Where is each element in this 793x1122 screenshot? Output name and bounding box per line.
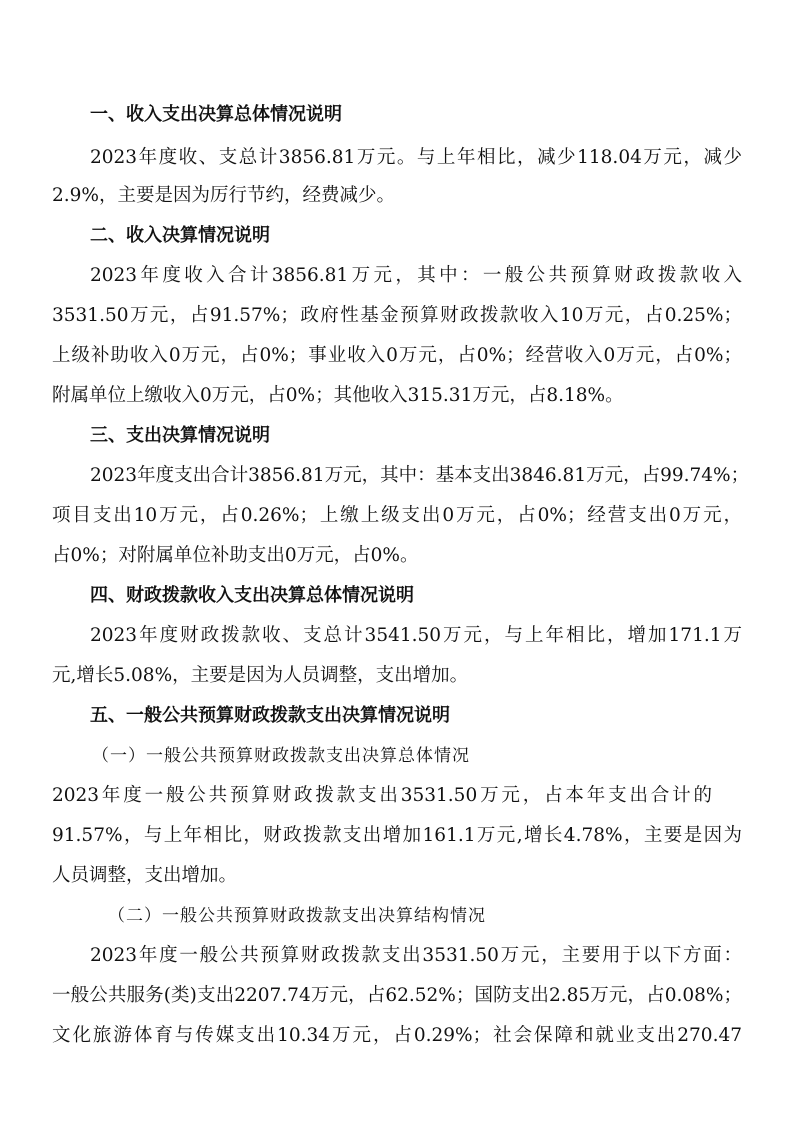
heading-income: 二、收入决算情况说明 bbox=[90, 225, 270, 246]
subheading-overall: （一）一般公共预算财政拨款支出决算总体情况 bbox=[92, 746, 470, 766]
paragraph-line: 2.9%，主要是因为厉行节约，经费减少。 bbox=[52, 185, 396, 206]
paragraph-line: 文化旅游体育与传媒支出10.34万元，占0.29%；社会保障和就业支出270.47 bbox=[52, 1025, 742, 1046]
paragraph-line: 一般公共服务(类)支出2207.74万元，占62.52%；国防支出2.85万元，占0.08%； bbox=[52, 985, 742, 1006]
heading-income-expenditure-overview: 一、收入支出决算总体情况说明 bbox=[90, 104, 342, 125]
paragraph-line: 人员调整，支出增加。 bbox=[52, 865, 238, 886]
paragraph-line: 项目支出10万元，占0.26%；上缴上级支出0万元，占0%；经营支出0万元， bbox=[52, 505, 742, 526]
heading-expenditure: 三、支出决算情况说明 bbox=[90, 425, 270, 446]
paragraph-line: 3531.50万元，占91.57%；政府性基金预算财政拨款收入10万元，占0.25%； bbox=[52, 305, 742, 326]
paragraph-line: 元,增长5.08%，主要是因为人员调整，支出增加。 bbox=[52, 665, 469, 686]
heading-fiscal-appropriation: 四、财政拨款收入支出决算总体情况说明 bbox=[90, 585, 414, 606]
paragraph-line: 2023年度支出合计3856.81万元，其中：基本支出3846.81万元，占99.74%； bbox=[90, 465, 750, 486]
subheading-structure: （二）一般公共预算财政拨款支出决算结构情况 bbox=[108, 906, 486, 926]
paragraph-line: 2023年度收入合计3856.81万元，其中：一般公共预算财政拨款收入 bbox=[90, 265, 742, 286]
paragraph-line: 2023年度收、支总计3856.81万元。与上年相比，减少118.04万元，减少 bbox=[90, 147, 742, 168]
paragraph-line: 2023年度财政拨款收、支总计3541.50万元，与上年相比，增加171.1万 bbox=[90, 625, 742, 646]
paragraph-line: 附属单位上缴收入0万元，占0%；其他收入315.31万元，占8.18%。 bbox=[52, 385, 624, 406]
paragraph-line: 占0%；对附属单位补助支出0万元，占0%。 bbox=[52, 545, 419, 566]
paragraph-line: 2023年度一般公共预算财政拨款支出3531.50万元，主要用于以下方面： bbox=[90, 945, 742, 966]
heading-general-public-budget: 五、一般公共预算财政拨款支出决算情况说明 bbox=[90, 705, 450, 726]
paragraph-line: 2023年度一般公共预算财政拨款支出3531.50万元，占本年支出合计的 bbox=[52, 785, 712, 806]
paragraph-line: 91.57%，与上年相比，财政拨款支出增加161.1万元,增长4.78%，主要是因为 bbox=[52, 825, 742, 846]
paragraph-line: 上级补助收入0万元，占0%；事业收入0万元，占0%；经营收入0万元，占0%； bbox=[52, 345, 742, 366]
